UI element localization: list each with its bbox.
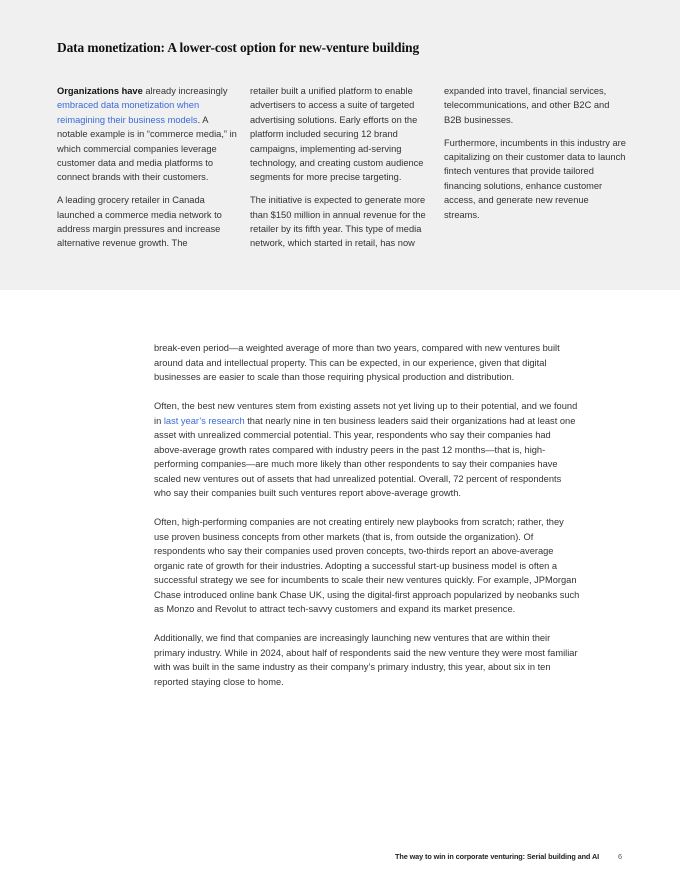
- sidebar-title: Data monetization: A lower-cost option for new-venture building: [57, 40, 420, 55]
- body-paragraph: break-even period—a weighted average of more than two years, compared with new ventures built around data and intellectual property. This can be expected, in our experience, given that digital businesses are easier to scale than those requiring physical production and distribution.: [154, 343, 560, 382]
- sidebar-text: . A notable example is in “commerce media,” in which commercial companies leverage customer data and media platforms to connect brands with their customers.: [57, 114, 237, 183]
- page-number: 6: [618, 852, 623, 861]
- main-body: [154, 341, 580, 704]
- sidebar-paragraph: expanded into travel, financial services, telecommunications, and other B2C and B2B businesses.: [444, 86, 610, 125]
- sidebar-box: [0, 0, 680, 290]
- sidebar-paragraph: A leading grocery retailer in Canada launched a commerce media network to address margin pressures and increase alternative revenue growth. The: [57, 195, 222, 249]
- body-text: that nearly nine in ten business leaders said their organizations had at least one asset with unrealized commercial potential. This year, respondents who say their companies had above-average growth rates compared with industry peers in the past 12 months—that is, high-performing companies—are much more likely than other respondents to say their companies have scaled new ventures out of assets that had unrealized potential. Overall, 72 percent of respondents who say their companies built such ventures report above-average growth.: [154, 415, 576, 498]
- body-text: Often, the best new ventures stem from existing assets not yet living up to their potential, and we found in: [154, 401, 578, 426]
- sidebar-column-2: [250, 84, 432, 259]
- sidebar-column-1: [57, 84, 239, 259]
- footer-title: The way to win in corporate venturing: Serial building and AI: [395, 852, 600, 861]
- sidebar-paragraph: [57, 84, 239, 185]
- sidebar-paragraph: The initiative is expected to generate more than $150 million in annual revenue for the retailer by its fifth year. This type of media network, which started in retail, has now: [250, 195, 426, 249]
- data-monetization-link[interactable]: embraced data monetization when reimagining their business models: [57, 100, 200, 125]
- sidebar-column-3: [444, 84, 626, 230]
- sidebar-lead-in: Organizations have: [57, 86, 143, 96]
- body-paragraph: Additionally, we find that companies are increasingly launching new ventures that are within their primary industry. While in 2024, about half of respondents said the new venture they were most familiar with was built in the same industry as their company’s primary industry, this year, about six in ten reported staying close to home.: [154, 633, 578, 687]
- sidebar-paragraph: retailer built a unified platform to enable advertisers to access a suite of targeted advertising solutions. Early efforts on the platform included securing 12 brand campaigns, implementing ad-serving technology, and creating custom audience segments for more precise targeting.: [250, 86, 424, 183]
- last-years-research-link[interactable]: last year’s research: [163, 415, 245, 426]
- sidebar-paragraph: Furthermore, incumbents in this industry are capitalizing on their customer data to launch fintech ventures that provide tailored financing solutions, enhance customer access, and generate new revenue streams.: [444, 137, 626, 220]
- body-paragraph: Often, high-performing companies are not creating entirely new playbooks from scratch; rather, they use proven business concepts from other markets (that is, from outside the organization). Of respondents who say their companies used proven concepts, two-thirds report an above-average organic rate of growth for their industries. Adopting a successful start-up business model is often a successful strategy we see for incumbents to scale their new ventures quickly. For example, JPMorgan Chase introduced online bank Chase UK, using the digital-first approach popularized by neobanks such as Monzo and Revolut to attract tech-savvy customers and expand its market presence.: [154, 517, 580, 614]
- sidebar-text: already increasingly: [142, 86, 228, 96]
- body-paragraph: [154, 399, 580, 501]
